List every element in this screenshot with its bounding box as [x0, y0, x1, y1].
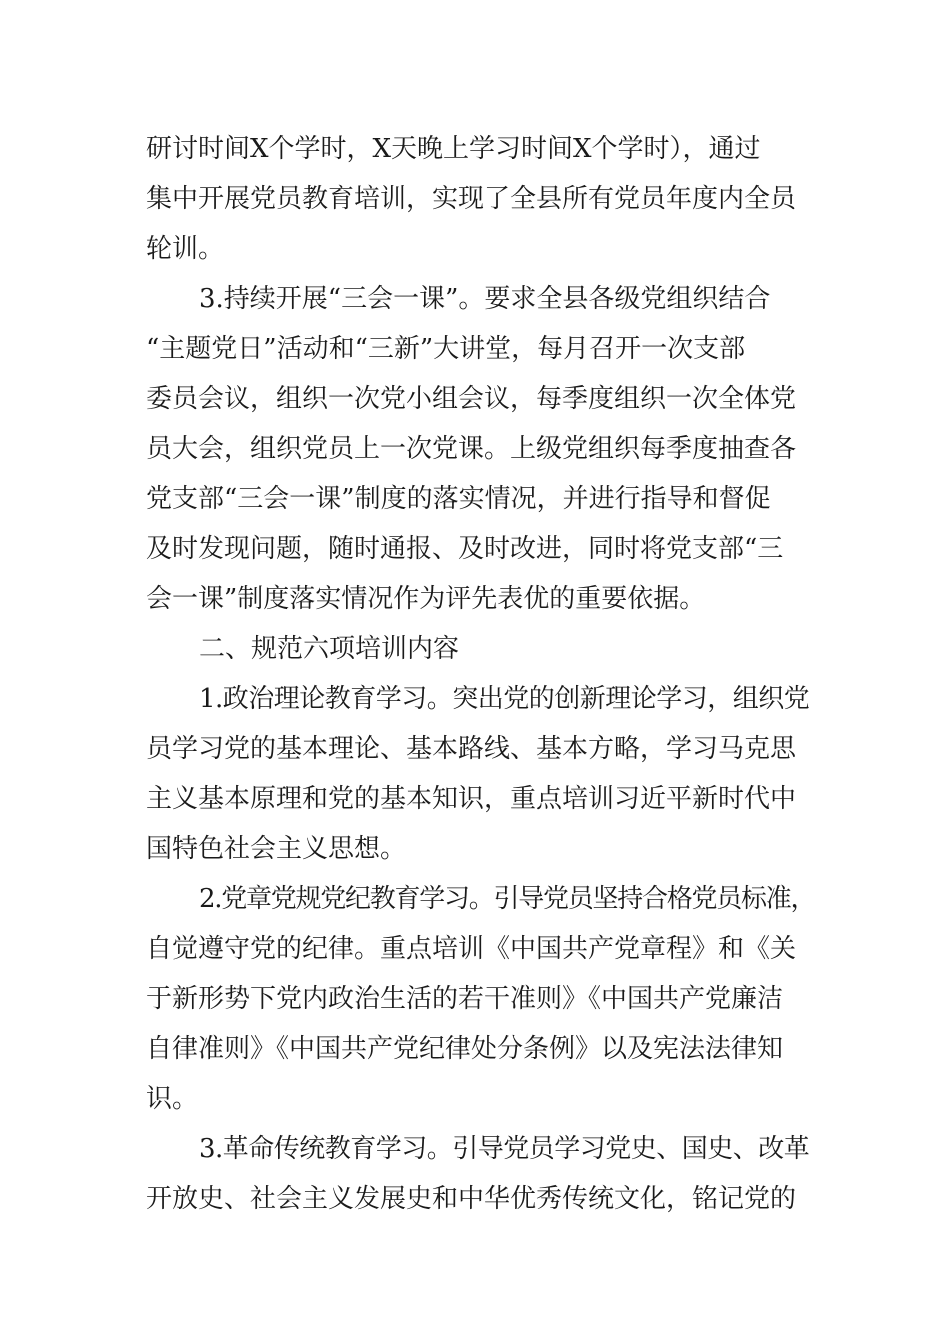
text-line: 集中开展党员教育培训，实现了全县所有党员年度内全员	[146, 184, 797, 214]
text-line: 3.革命传统教育学习。引导党员学习党史、国史、改革	[199, 1134, 810, 1164]
text-line: “主题党日”活动和“三新”大讲堂，每月召开一次支部	[146, 334, 746, 364]
text-line: 会一课”制度落实情况作为评先表优的重要依据。	[146, 584, 706, 614]
text-line: 及时发现问题，随时通报、及时改进，同时将党支部“三	[146, 534, 784, 564]
text-line: 2.党章党规党纪教育学习。引导党员坚持合格党员标准，	[199, 884, 816, 914]
text-line: 1.政治理论教育学习。突出党的创新理论学习，组织党	[199, 684, 810, 714]
text-line: 委员会议，组织一次党小组会议，每季度组织一次全体党	[146, 384, 797, 414]
text-line: 轮训。	[146, 234, 225, 264]
text-line: 于新形势下党内政治生活的若干准则》《中国共产党廉洁	[146, 984, 784, 1014]
section-heading: 二、规范六项培训内容	[199, 634, 460, 664]
text-line: 主义基本原理和党的基本知识，重点培训习近平新时代中	[146, 784, 797, 814]
text-line: 国特色社会主义思想。	[146, 834, 407, 864]
text-line: 研讨时间X个学时，X天晚上学习时间X个学时），通过	[146, 134, 761, 164]
text-line: 员学习党的基本理论、基本路线、基本方略，学习马克思	[146, 734, 797, 764]
text-line: 自律准则》《中国共产党纪律处分条例》以及宪法法律知	[146, 1034, 784, 1064]
text-line: 员大会，组织党员上一次党课。上级党组织每季度抽查各	[146, 434, 797, 464]
text-line: 党支部“三会一课”制度的落实情况，并进行指导和督促	[146, 484, 771, 514]
text-line: 开放史、社会主义发展史和中华优秀传统文化，铭记党的	[146, 1184, 797, 1214]
text-line: 自觉遵守党的纪律。重点培训《中国共产党章程》和《关	[146, 934, 797, 964]
text-line: 识。	[146, 1084, 199, 1114]
text-line: 3.持续开展“三会一课”。要求全县各级党组织结合	[199, 284, 771, 314]
